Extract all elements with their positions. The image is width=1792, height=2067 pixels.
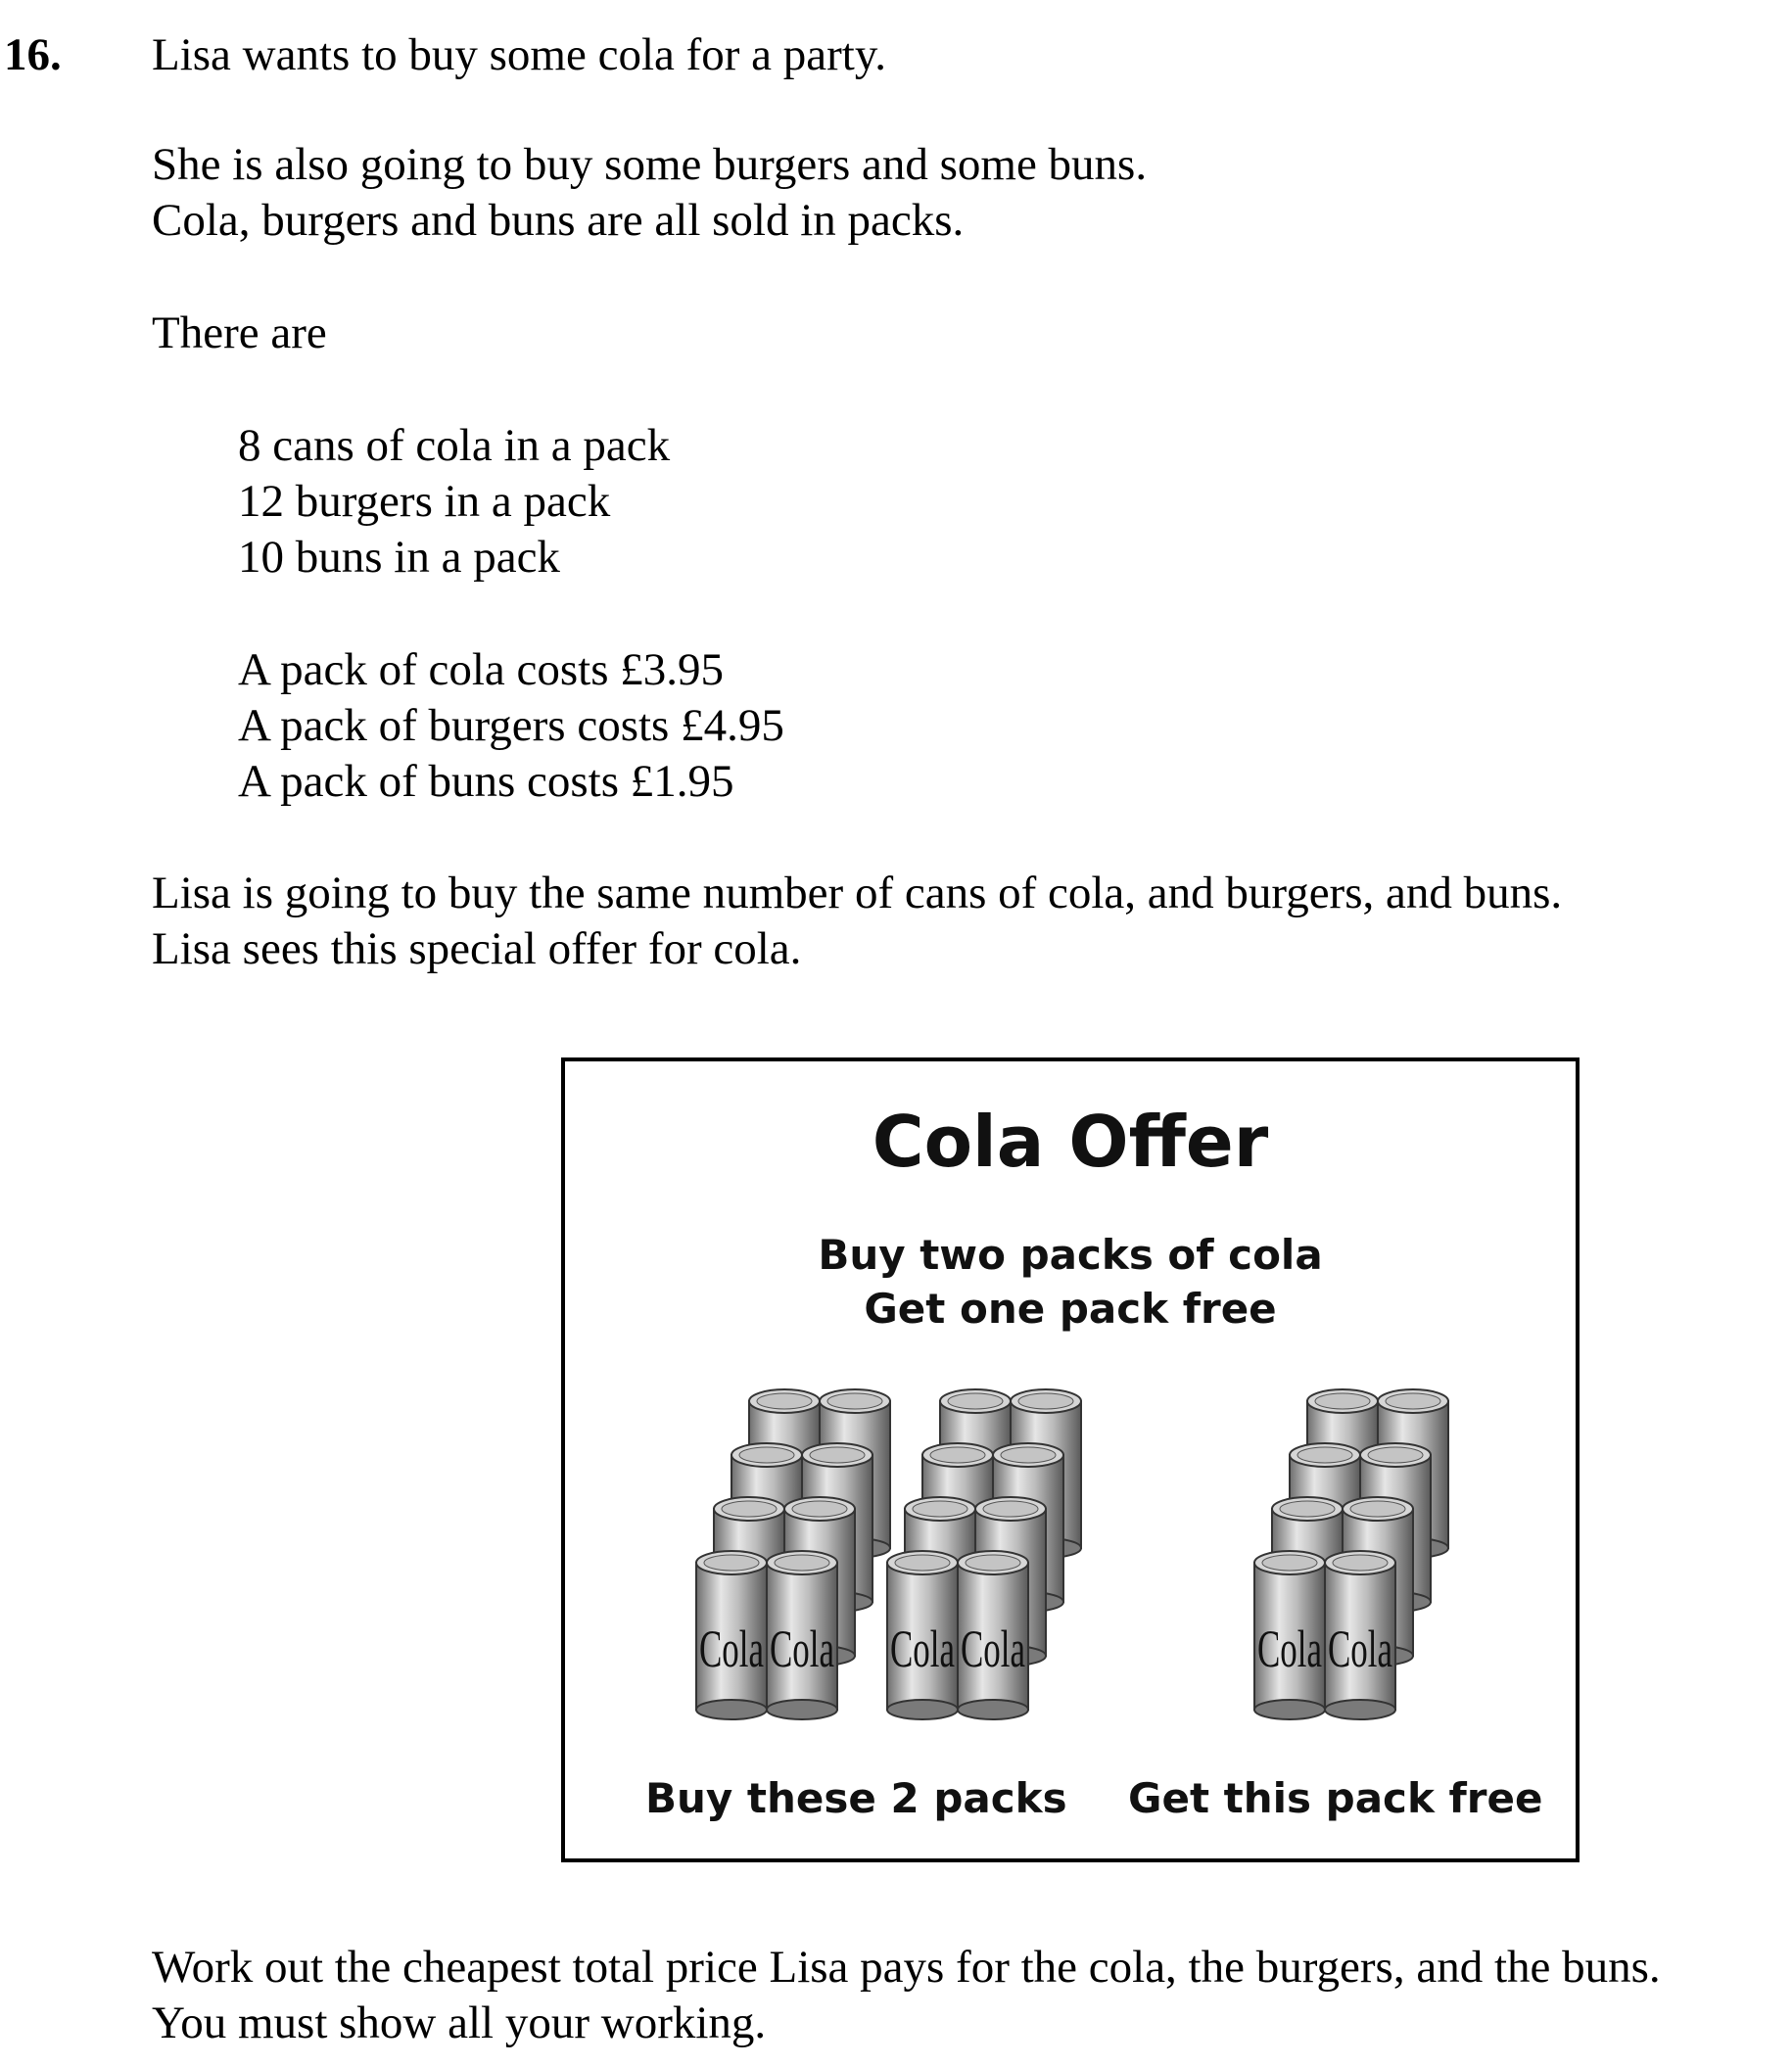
price-cola: A pack of cola costs £3.95 bbox=[238, 644, 725, 695]
question-line-same-number: Lisa is going to buy the same number of cans of cola, and burgers, and buns. bbox=[152, 868, 1563, 918]
cola-can bbox=[1325, 1551, 1395, 1719]
question-number: 16. bbox=[4, 29, 62, 80]
question-line-burgers-buns: She is also going to buy some burgers and some buns. bbox=[152, 139, 1148, 190]
pack-contents-buns: 10 buns in a pack bbox=[238, 532, 560, 583]
price-burgers: A pack of burgers costs £4.95 bbox=[238, 700, 784, 751]
offer-line-buy-two: Buy two packs of cola bbox=[818, 1231, 1323, 1279]
svg-text:Cola: Cola bbox=[1257, 1620, 1323, 1678]
task-show-working: You must show all your working. bbox=[152, 1997, 767, 2048]
pack-contents-burgers: 12 burgers in a pack bbox=[238, 476, 611, 527]
cola-pack-image bbox=[692, 1389, 888, 1703]
question-intro: Lisa wants to buy some cola for a party. bbox=[152, 29, 887, 80]
cola-can bbox=[958, 1551, 1028, 1719]
cola-pack-image bbox=[883, 1389, 1079, 1703]
caption-free-pack: Get this pack free bbox=[1128, 1774, 1543, 1822]
cola-can bbox=[1254, 1551, 1325, 1719]
svg-text:Cola: Cola bbox=[770, 1620, 835, 1678]
question-line-offer: Lisa sees this special offer for cola. bbox=[152, 923, 802, 974]
svg-text:Cola: Cola bbox=[890, 1620, 956, 1678]
offer-title: Cola Offer bbox=[872, 1101, 1269, 1183]
question-line-packs: Cola, burgers and buns are all sold in packs. bbox=[152, 195, 965, 246]
svg-text:Cola: Cola bbox=[699, 1620, 765, 1678]
caption-buy-these-packs: Buy these 2 packs bbox=[645, 1774, 1067, 1822]
question-there-are: There are bbox=[152, 307, 327, 358]
svg-text:Cola: Cola bbox=[1328, 1620, 1393, 1678]
price-buns: A pack of buns costs £1.95 bbox=[238, 756, 734, 807]
svg-text:Cola: Cola bbox=[961, 1620, 1026, 1678]
cola-pack-image bbox=[1250, 1389, 1446, 1703]
offer-line-get-one-free: Get one pack free bbox=[864, 1285, 1277, 1333]
cola-offer-box bbox=[561, 1057, 1580, 1862]
task-work-out: Work out the cheapest total price Lisa pays for the cola, the burgers, and the buns. bbox=[152, 1942, 1661, 1993]
cola-can bbox=[696, 1551, 767, 1719]
pack-contents-cola: 8 cans of cola in a pack bbox=[238, 420, 671, 471]
cola-can bbox=[887, 1551, 958, 1719]
cola-can bbox=[767, 1551, 837, 1719]
